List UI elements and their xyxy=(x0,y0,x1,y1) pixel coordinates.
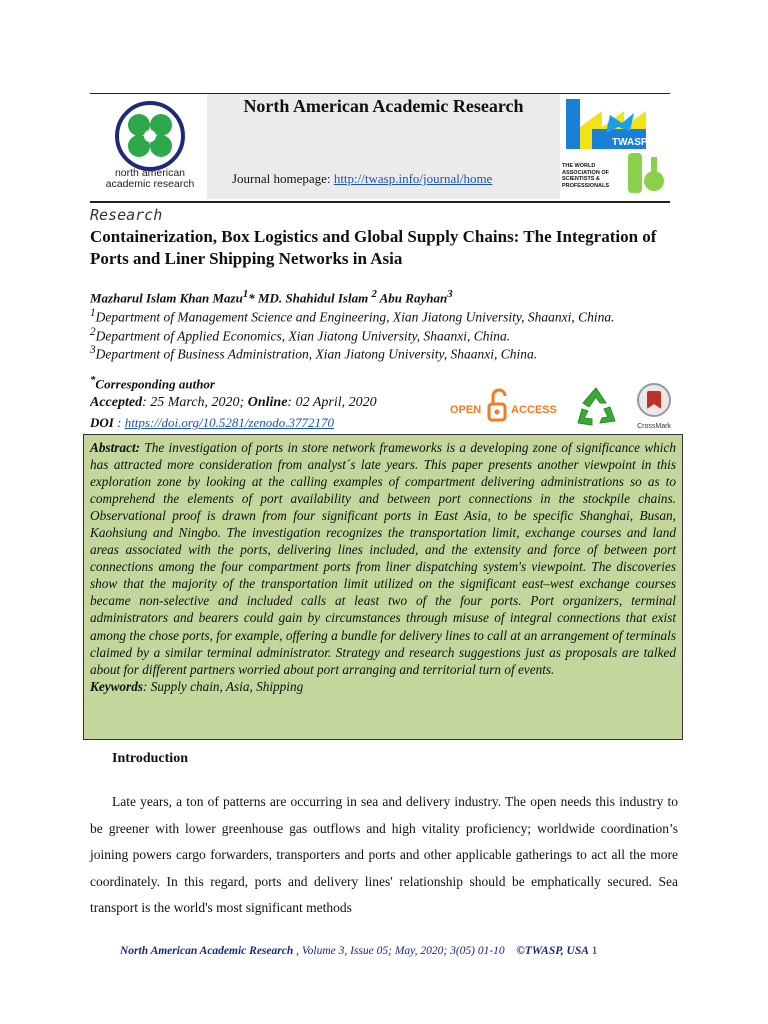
accepted-date: : 25 March, 2020; xyxy=(142,395,248,410)
header-bottom-rule xyxy=(90,201,670,203)
keywords-text: : Supply chain, Asia, Shipping xyxy=(143,678,304,694)
author-name: Mazharul Islam Khan Mazu xyxy=(90,290,243,306)
svg-text:OPEN: OPEN xyxy=(450,404,482,416)
abstract-box xyxy=(83,434,683,740)
naar-logo-text: north american academic research xyxy=(105,167,195,190)
homepage-label: Journal homepage: xyxy=(232,171,334,186)
paper-title: Containerization, Box Logistics and Global Supply Chains: The Integration of Ports and Liner Shipping Networks in Asia xyxy=(90,227,657,268)
section-heading: Introduction xyxy=(112,751,188,766)
corresponding-author: *Corresponding author xyxy=(90,374,215,392)
online-label: Online xyxy=(247,395,288,410)
online-date: : 02 April, 2020 xyxy=(287,395,377,410)
journal-title: North American Academic Research xyxy=(243,96,524,116)
author-name: MD. Shahidul Islam xyxy=(258,290,372,306)
body-paragraph: Late years, a ton of patterns are occurring in sea and delivery industry. The open needs this industry to be greener with lower greenhouse gas outflows and high vitality proficiency; worldwide coordination’s joining powers cargo forwarders, transporters and ports and other applicable gatherings to act all the more coordinately. In this regard, ports and delivery lines' relationship should be emphatically secured. Sea transport is the world's most significant methods xyxy=(90,794,678,915)
affiliation-3: $^3$Department of Business Administration, Xian Jiatong University, Shaanxi, China. xyxy=(90,344,538,362)
affiliation-1: $^1$Department of Management Science and Engineering, Xian Jiatong University, Shaanxi, China. xyxy=(90,307,615,325)
article-category: Research xyxy=(90,206,163,224)
page-number: 1 xyxy=(588,945,598,957)
abstract-text: The investigation of ports in store network frameworks is a developing zone of significance which has attracted more consideration from analyst´s late years. This paper presents another viewpoint in this exploration zone by looking at the calling examples of compartment delivering administrations so as to comprehend the elements of port availability and between port connections in the stockpile chains. Observational proof is drawn from four significant ports in East Asia, to be specific Shanghai, Busan, Kaohsiung and Ningbo. The investigation recognizes the transportation limit, exchange courses and land areas associated with the ports, delivering lines included, and the extensity and force of between port connections among the four compartment ports from liner dispatching system's viewpoint. The discoveries show that the majority of the transportation limit utilized on the significant east–west exchange courses became non-selective and included calls at least two of the four ports. Port organizers, terminal administrators and bearers could gain by circumstances through misuse of integral connections that exist among the chose ports, for example, offering a bundle for delivery lines to call at an arrangement of terminals claimed by a similar terminal administrator. Strategy and research suggestions just as proposals are talked about for different partners worried about port arranging and territorial turn of events. xyxy=(90,440,676,677)
open-access-icon xyxy=(450,388,565,428)
homepage-link[interactable]: http://twasp.info/journal/home xyxy=(333,171,493,186)
doi-label: DOI xyxy=(90,415,114,430)
svg-text:CrossMark: CrossMark xyxy=(637,423,671,430)
recycle-icon xyxy=(574,385,618,429)
journal-homepage xyxy=(232,171,492,187)
author-list: Mazharul Islam Khan Mazu$^1$* MD. Shahidul Islam $^2$ Abu Rayhan$^3$ xyxy=(90,288,453,306)
crossmark-icon xyxy=(632,382,676,432)
keywords-label: Keywords xyxy=(90,678,143,694)
twasp-badge-text: TWASP xyxy=(612,137,648,148)
footer-issue: , Volume 3, Issue 05; May, 2020; 3(05) 01-10 xyxy=(293,945,505,957)
page-footer xyxy=(120,945,598,957)
svg-text:ACCESS: ACCESS xyxy=(511,404,557,416)
accepted-label: Accepted xyxy=(90,395,143,410)
footer-journal: North American Academic Research xyxy=(120,945,294,957)
doi-line: DOI : https://doi.org/10.5281/zenodo.3772170 xyxy=(90,415,335,430)
abstract-label: Abstract: xyxy=(90,440,141,455)
publication-dates xyxy=(90,395,377,411)
twasp-logo-text: THE WORLD ASSOCIATION OF SCIENTISTS & PROFESSIONALS xyxy=(562,163,610,189)
author-name: Abu Rayhan xyxy=(379,290,448,306)
doi-link[interactable]: https://doi.org/10.5281/zenodo.3772170 xyxy=(124,415,335,430)
affiliation-2: $^2$Department of Applied Economics, Xian Jiatong University, Shaanxi, China. xyxy=(90,326,511,344)
footer-copyright: ©TWASP, USA xyxy=(516,945,589,957)
